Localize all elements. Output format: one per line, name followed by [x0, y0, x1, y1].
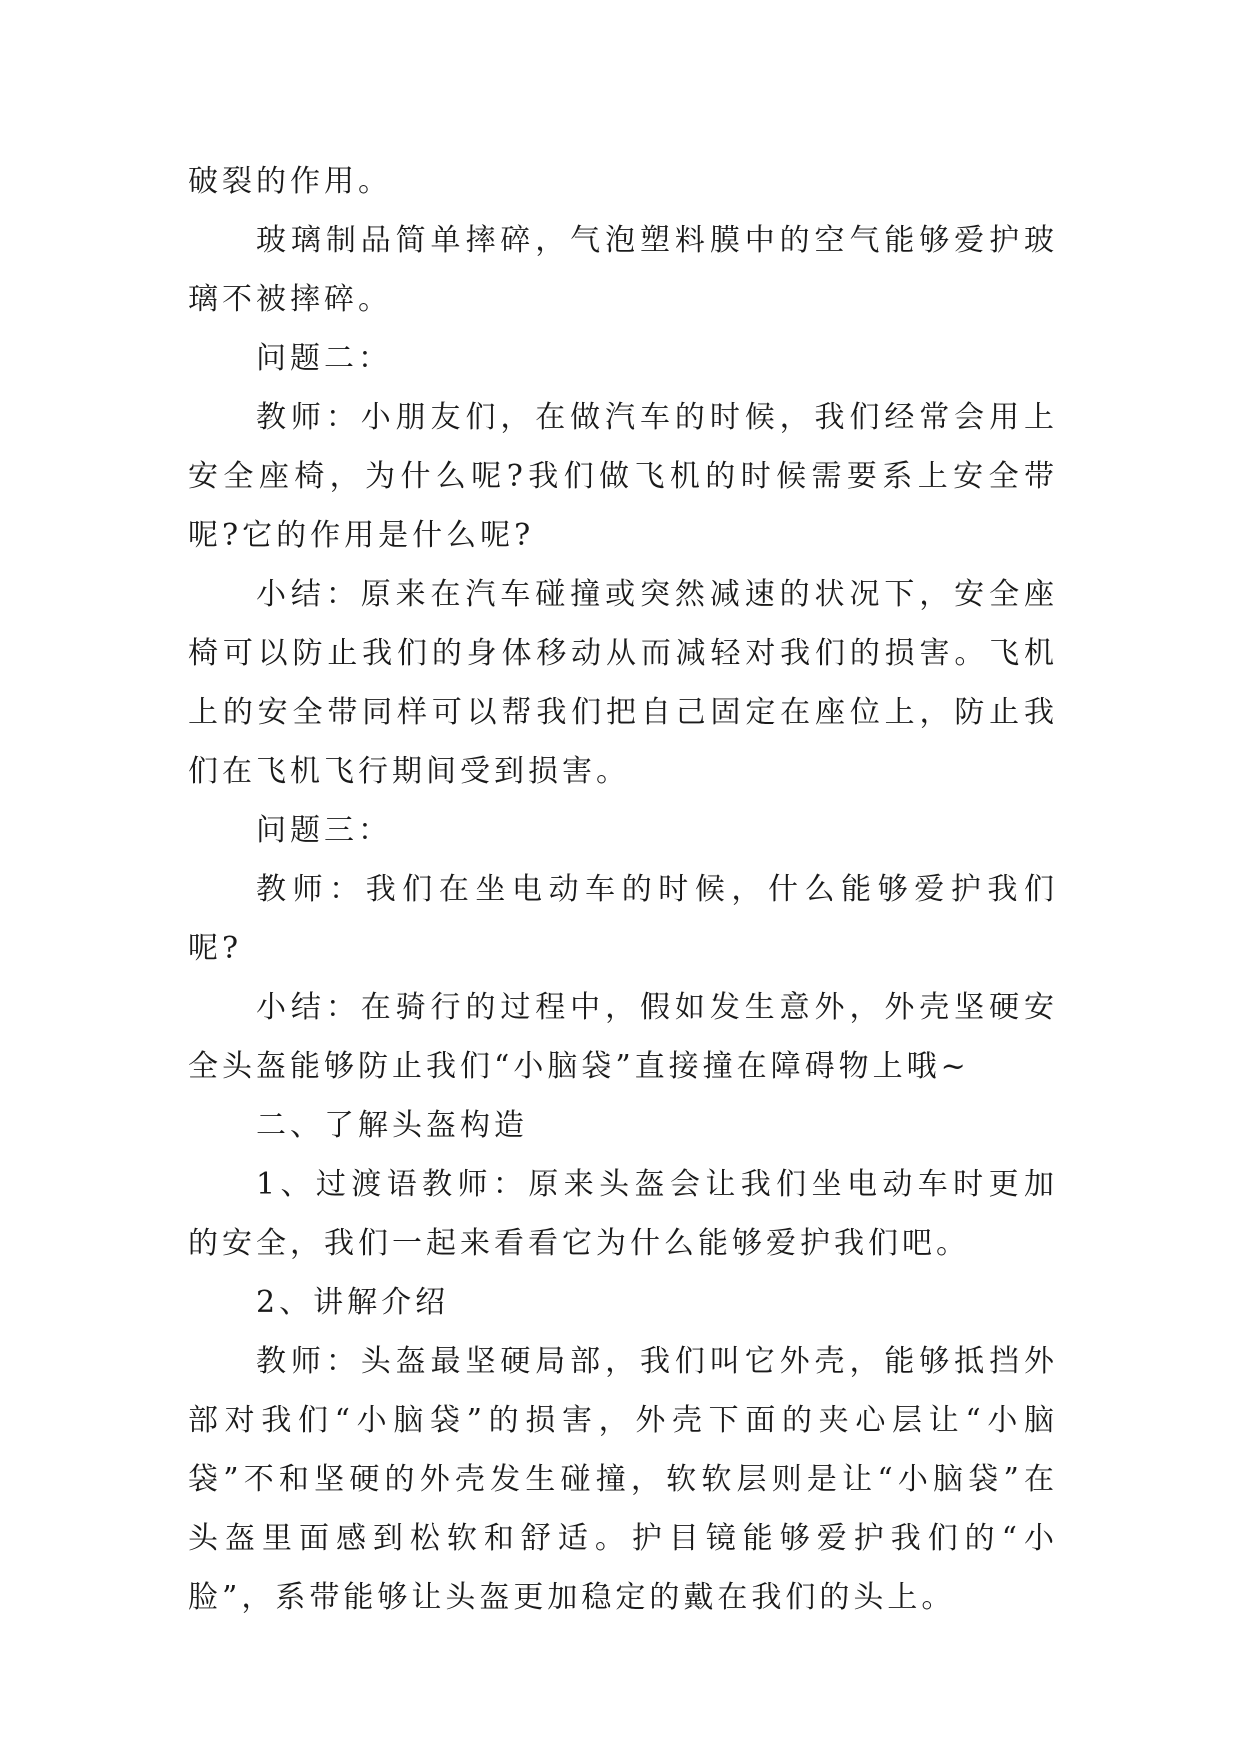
paragraph-continuation: 破裂的作用。 — [188, 164, 392, 199]
paragraph-summary-three: 小结：在骑行的过程中，假如发生意外，外壳坚硬安全头盔能够防止我们“小脑袋”直接撞在障碍物上哦~ — [188, 990, 1058, 1084]
section-heading-helmet-structure: 二、了解头盔构造 — [256, 1108, 528, 1143]
heading-question-three: 问题三： — [256, 813, 392, 848]
paragraph-transition: 1、过渡语教师：原来头盔会让我们坐电动车时更加的安全，我们一起来看看它为什么能够爱护我们吧。 — [188, 1167, 1058, 1261]
heading-explanation: 2、讲解介绍 — [256, 1285, 450, 1320]
paragraph-teacher-question-three: 教师：我们在坐电动车的时候，什么能够爱护我们呢? — [188, 872, 1058, 966]
paragraph-glass-protection: 玻璃制品简单摔碎，气泡塑料膜中的空气能够爱护玻璃不被摔碎。 — [188, 223, 1058, 317]
document-body — [188, 152, 1058, 1627]
paragraph-helmet-explanation: 教师：头盔最坚硬局部，我们叫它外壳，能够抵挡外部对我们“小脑袋”的损害，外壳下面的夹心层让“小脑袋”不和坚硬的外壳发生碰撞，软软层则是让“小脑袋”在头盔里面感到松软和舒适。护目镜能够爱护我们的“小脸”，系带能够让头盔更加稳定的戴在我们的头上。 — [188, 1344, 1058, 1615]
paragraph-summary-two: 小结：原来在汽车碰撞或突然减速的状况下，安全座椅可以防止我们的身体移动从而减轻对我们的损害。飞机上的安全带同样可以帮我们把自己固定在座位上，防止我们在飞机飞行期间受到损害。 — [188, 577, 1058, 789]
paragraph-teacher-question-two: 教师：小朋友们，在做汽车的时候，我们经常会用上安全座椅，为什么呢?我们做飞机的时候需要系上安全带呢?它的作用是什么呢? — [188, 400, 1058, 553]
heading-question-two: 问题二： — [256, 341, 392, 376]
